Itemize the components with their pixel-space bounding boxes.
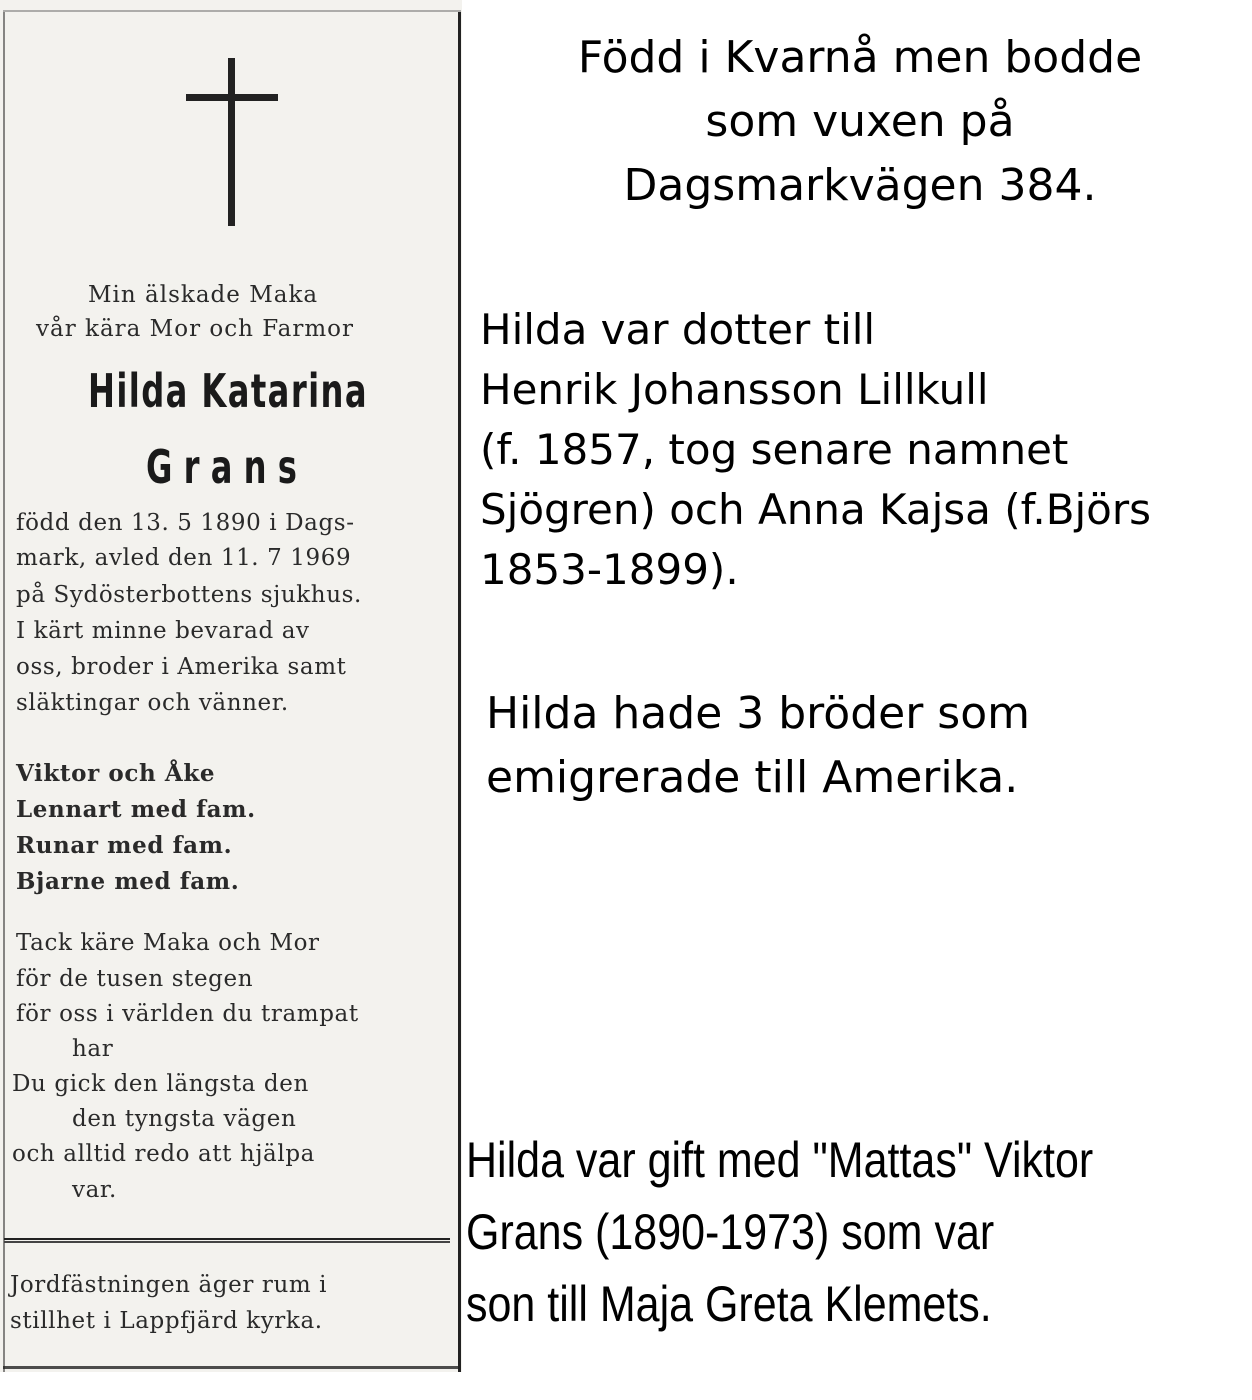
clipping-divider xyxy=(4,1238,450,1243)
note-brothers-line: Hilda hade 3 bröder som xyxy=(486,688,1030,739)
verse-line-3: för oss i världen du trampat xyxy=(16,1001,359,1027)
note-birthplace-line: som vuxen på xyxy=(705,96,1015,147)
verse-line-7: och alltid redo att hjälpa xyxy=(12,1141,315,1167)
mourner-line-1: Viktor och Åke xyxy=(16,760,216,787)
note-marriage-line: son till Maja Greta Klemets. xyxy=(466,1276,992,1332)
note-birthplace-line: Dagsmarkvägen 384. xyxy=(623,160,1097,211)
verse-line-2: för de tusen stegen xyxy=(16,966,254,992)
clipping-right-rule xyxy=(458,12,461,1372)
verse-line-5: Du gick den längsta den xyxy=(12,1071,309,1097)
note-brothers xyxy=(486,682,1030,810)
verse-line-4: har xyxy=(72,1036,114,1062)
verse-line-8: var. xyxy=(72,1177,117,1203)
funeral-line-2: stillhet i Lappfjärd kyrka. xyxy=(10,1308,323,1334)
note-brothers-line: emigrerade till Amerika. xyxy=(486,752,1019,803)
note-birthplace-line: Född i Kvarnå men bodde xyxy=(577,32,1143,83)
intro-line-2: vår kära Mor och Farmor xyxy=(36,316,354,342)
verse-line-1: Tack käre Maka och Mor xyxy=(16,930,320,956)
note-marriage xyxy=(466,1124,1093,1340)
mourner-line-4: Bjarne med fam. xyxy=(16,868,240,895)
mourner-line-3: Runar med fam. xyxy=(16,832,233,859)
deceased-given-names: Hilda Katarina xyxy=(88,364,368,418)
details-line-5: oss, broder i Amerika samt xyxy=(16,654,347,680)
details-line-4: I kärt minne bevarad av xyxy=(16,618,310,644)
deceased-surname: Grans xyxy=(146,440,309,494)
clipping-left-rule xyxy=(3,12,5,1372)
note-parents-line: Henrik Johansson Lillkull xyxy=(480,365,989,414)
details-line-1: född den 13. 5 1890 i Dags- xyxy=(16,510,355,536)
note-marriage-line: Grans (1890-1973) som var xyxy=(466,1204,995,1260)
cross-icon xyxy=(186,58,278,226)
note-parents xyxy=(480,300,1151,600)
note-parents-line: Hilda var dotter till xyxy=(480,305,876,354)
intro-line-1: Min älskade Maka xyxy=(88,282,319,308)
funeral-line-1: Jordfästningen äger rum i xyxy=(10,1272,328,1298)
details-line-6: släktingar och vänner. xyxy=(16,690,289,716)
clipping-top-rule xyxy=(3,10,461,12)
note-parents-line: 1853-1899). xyxy=(480,545,739,594)
mourner-line-2: Lennart med fam. xyxy=(16,796,256,823)
note-parents-line: Sjögren) och Anna Kajsa (f.Björs xyxy=(480,485,1152,534)
obituary-clipping xyxy=(0,0,462,1372)
verse-line-6: den tyngsta vägen xyxy=(72,1106,297,1132)
note-birthplace xyxy=(470,26,1250,218)
note-parents-line: (f. 1857, tog senare namnet xyxy=(480,425,1069,474)
clipping-bottom-rule xyxy=(3,1366,461,1369)
details-line-3: på Sydösterbottens sjukhus. xyxy=(16,582,362,608)
details-line-2: mark, avled den 11. 7 1969 xyxy=(16,545,352,571)
note-marriage-line: Hilda var gift med "Mattas" Viktor xyxy=(466,1132,1094,1188)
